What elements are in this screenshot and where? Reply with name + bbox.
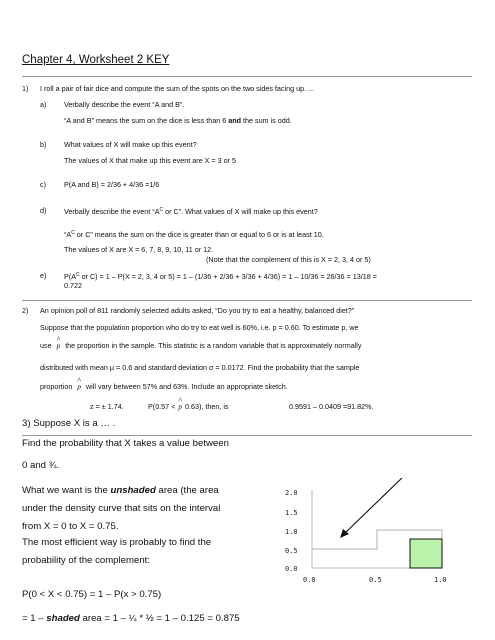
- x-tick-label: 0.0: [303, 576, 316, 584]
- q2-line1: An opinion poll of 811 randomly selected adults asked, “Do you try to eat a healthy, balanced diet?”: [40, 306, 355, 315]
- q1d-answer-line1: “$A^C$ or C” means the sum on the dice is greater than or equal to 6 or is at least 10.: [64, 230, 324, 239]
- q1d-question: Verbally describe the event “$A^C$ or C”. What values of X will make up this event?: [64, 207, 318, 216]
- x-tick-label: 1.0: [434, 576, 447, 584]
- q2-line3: use ^ p the proportion in the sample. This statistic is a random variable that is approximately normally: [40, 341, 361, 351]
- q2-line4: distributed with mean μ = 0.6 and standard deviation σ = 0.0172. Find the probability that the sample: [40, 363, 360, 372]
- q1e-label: e): [40, 271, 47, 280]
- q1e-text: $P(A^C$ or C) = 1 – P(X = 2, 3, 4 or 5) = 1 – (1/36 + 2/36 + 3/36 + 4/36) = 1 – 10/36 = 26/36 = 13/18 =: [64, 272, 377, 281]
- page-title: Chapter 4, Worksheet 2 KEY: [22, 54, 170, 66]
- q1d-answer-line2: The values of X are X = 6, 7, 8, 9, 10, 11 or 12.: [64, 245, 214, 254]
- q3-efficient-line2: probability of the complement:: [22, 555, 150, 566]
- q1a-answer: “A and B” means the sum on the dice is less than 6 and the sum is odd.: [64, 116, 292, 125]
- divider: [22, 300, 472, 301]
- y-tick-label: 0.0: [285, 565, 298, 573]
- q1c-text: P(A and B) = 2/36 + 4/36 =1/6: [64, 180, 160, 189]
- y-tick-label: 1.0: [285, 528, 298, 536]
- y-tick-label: 2.0: [285, 489, 298, 497]
- y-tick-label: 0.5: [285, 547, 298, 555]
- q3-want-line2: under the density curve that sits on the interval: [22, 503, 221, 514]
- q1a-label: a): [40, 100, 47, 109]
- divider: [22, 76, 472, 77]
- q3-equation-line2: = 1 – shaded area = 1 – ¼ * ½ = 1 – 0.125 = 0.875: [22, 613, 240, 624]
- q1e-result: 0.722: [64, 281, 82, 290]
- q3-want-line1: What we want is the unshaded area (the area: [22, 485, 219, 496]
- q3-equation-line1: P(0 < X < 0.75) = 1 – P(x > 0.75): [22, 589, 162, 600]
- q3-want-line3: from X = 0 to X = 0.75.: [22, 521, 119, 532]
- q1b-answer: The values of X that make up this event are X = 3 or 5: [64, 156, 236, 165]
- q3-heading: 3) Suppose X is a … .: [22, 418, 116, 429]
- q2-number: 2): [22, 306, 29, 315]
- q1a-question: Verbally describe the event “A and B”.: [64, 100, 185, 109]
- x-tick-label: 0.5: [369, 576, 382, 584]
- q1-intro: I roll a pair of fair dice and compute the sum of the spots on the two sides facing up. ...: [40, 84, 315, 93]
- q3-find-line1: Find the probability that X takes a value between: [22, 438, 229, 449]
- q3-find-line2: 0 and ¾.: [22, 460, 60, 471]
- q1d-note: (Note that the complement of this is X = 2, 3, 4 or 5): [206, 255, 371, 264]
- q3-efficient-line1: The most efficient way is probably to find the: [22, 537, 212, 548]
- divider: [22, 435, 472, 436]
- q2-answer: 0.9591 – 0.0409 =91.82%.: [289, 402, 374, 411]
- q2-z-score: z = ± 1.74.: [90, 402, 124, 411]
- q2-line2: Suppose that the population proportion who do try to eat well is 60%, i.e. p = 0.60. To estimate p, we: [40, 323, 359, 332]
- q2-line5: proportion ^ p will vary between 57% and 63%. Include an appropriate sketch.: [40, 382, 288, 392]
- q1d-label: d): [40, 206, 47, 215]
- density-plot: [270, 478, 490, 598]
- shaded-area: [410, 539, 442, 568]
- q1c-label: c): [40, 180, 46, 189]
- q1b-label: b): [40, 140, 47, 149]
- y-tick-label: 1.5: [285, 509, 298, 517]
- q1b-question: What values of X will make up this event?: [64, 140, 197, 149]
- q2-probability: P(0.57 < ^ p 0.63), then, is: [148, 402, 229, 412]
- q1-number: 1): [22, 84, 29, 93]
